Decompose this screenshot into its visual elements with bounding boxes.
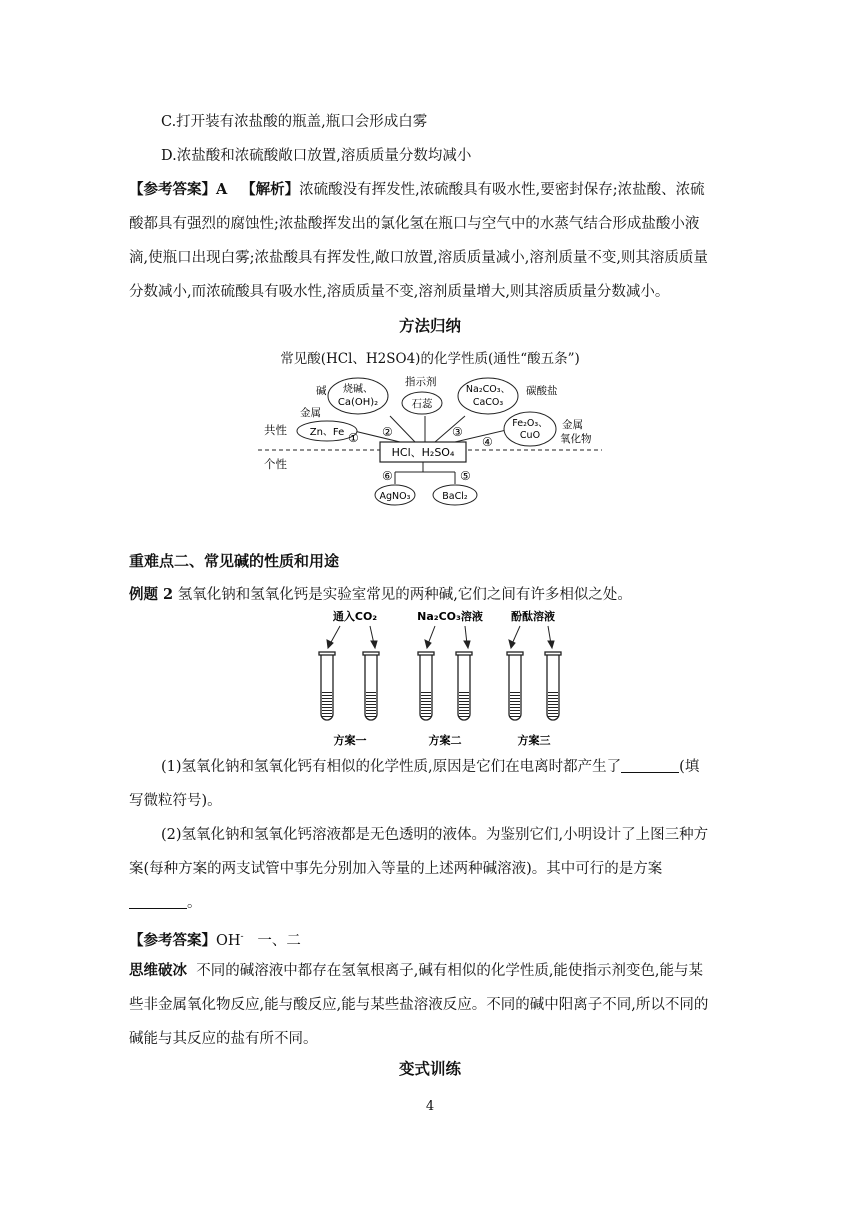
carbonate-label: 碳酸盐 <box>526 385 558 397</box>
question-1-line-1 <box>161 757 764 777</box>
base-text-2: Ca(OH)₂ <box>337 397 379 408</box>
question-2-end: 。 <box>187 895 202 911</box>
answer-line-1 <box>129 180 732 200</box>
indicator-label: 指示剂 <box>405 376 437 388</box>
metal-label: 金属 <box>300 407 321 419</box>
analysis-line: 分数减小,而浓硫酸具有吸水性,溶质质量不变,溶剂质量增大,则其溶质质量分数减小。 <box>129 284 670 300</box>
metal-text: Zn、Fe <box>309 427 345 438</box>
method-caption: 常见酸(HCl、H2SO4)的化学性质(通性“酸五条”) <box>280 351 580 367</box>
answer-ion-charge: - <box>240 932 244 942</box>
question-1-line-2: 写微粒符号)。 <box>129 793 222 809</box>
answer-blank-1[interactable] <box>621 758 679 773</box>
label-co2: 通入CO₂ <box>332 610 378 623</box>
question-2-line-3 <box>129 893 732 913</box>
answer-label: 【参考答案】A <box>129 181 228 198</box>
thinking-line-1 <box>129 961 732 981</box>
analysis-line: 滴,使瓶口出现白雾;浓盐酸具有挥发性,敞口放置,溶质质量减小,溶剂质量不变,则其溶质质量 <box>129 250 708 266</box>
scheme-3: 方案三 <box>517 734 551 747</box>
question-1-text: (1)氢氧化钠和氢氧化钙有相似的化学性质,原因是它们在电离时都产生了 <box>161 759 622 775</box>
analysis-text: 浓硫酸没有挥发性,浓硫酸具有吸水性,要密封保存;浓盐酸、浓硫 <box>299 182 705 198</box>
individual-label: 个性 <box>264 457 287 471</box>
number-3: ③ <box>452 425 463 439</box>
oxide-text-1: Fe₂O₃、 <box>512 418 548 429</box>
agno3-text: AgNO₃ <box>379 491 411 502</box>
oxide-label-2: 氧化物 <box>560 433 592 445</box>
number-2: ② <box>382 425 393 439</box>
example-label: 例题 2 <box>129 586 174 603</box>
thinking-line: 些非金属氧化物反应,能与酸反应,能与某些盐溶液反应。不同的碱中阳离子不同,所以不同的 <box>129 997 709 1013</box>
number-5: ⑤ <box>460 469 471 483</box>
option-d: D.浓盐酸和浓硫酸敞口放置,溶质质量分数均减小 <box>161 148 472 164</box>
analysis-line: 酸都具有强烈的腐蚀性;浓盐酸挥发出的氯化氢在瓶口与空气中的水蒸气结合形成盐酸小液 <box>129 216 700 232</box>
base-label: 碱 <box>316 385 327 397</box>
page-number: 4 <box>425 1099 435 1114</box>
label-phenolphthalein: 酚酞溶液 <box>511 610 555 623</box>
variant-heading: 变式训练 <box>398 1059 461 1078</box>
number-1: ① <box>348 431 359 445</box>
carbonate-text-2: CaCO₃ <box>472 397 504 408</box>
section-heading: 重难点二、常见碱的性质和用途 <box>129 552 340 570</box>
question-2-line-1: (2)氢氧化钠和氢氧化钙溶液都是无色透明的液体。为鉴别它们,小明设计了上图三种方 <box>161 827 709 843</box>
scheme-2: 方案二 <box>428 734 462 747</box>
base-text-1: 烧碱、 <box>343 384 373 395</box>
question-1-tail: (填 <box>679 759 700 775</box>
example-text: 氢氧化钠和氢氧化钙是实验室常见的两种碱,它们之间有许多相似之处。 <box>177 587 632 603</box>
answer-ion: OH <box>216 932 241 949</box>
answer-schemes: 一、二 <box>257 932 301 949</box>
acid-properties-diagram <box>250 372 610 512</box>
thinking-line: 碱能与其反应的盐有所不同。 <box>129 1031 318 1047</box>
oxide-text-2: CuO <box>519 430 541 441</box>
analysis-label: 【解析】 <box>241 181 300 198</box>
indicator-text: 石蕊 <box>411 398 433 410</box>
example-line <box>129 585 732 605</box>
option-c: C.打开装有浓盐酸的瓶盖,瓶口会形成白雾 <box>161 114 428 130</box>
oxide-label-1: 金属 <box>562 419 583 431</box>
answer-line-2 <box>129 927 732 951</box>
thinking-label: 思维破冰 <box>129 962 187 979</box>
answer-blank-2[interactable] <box>129 894 187 909</box>
number-6: ⑥ <box>382 469 393 483</box>
tube-group <box>319 652 561 720</box>
carbonate-text-1: Na₂CO₃、 <box>465 384 511 395</box>
bacl2-text: BaCl₂ <box>442 491 468 502</box>
question-2-line-2: 案(每种方案的两支试管中事先分别加入等量的上述两种碱溶液)。其中可行的是方案 <box>129 861 663 877</box>
thinking-text: 不同的碱溶液中都存在氢氧根离子,碱有相似的化学性质,能使指示剂变色,能与某 <box>196 963 704 979</box>
method-heading: 方法归纳 <box>398 316 461 335</box>
answer-label-2: 【参考答案】 <box>129 931 216 949</box>
acid-label: HCl、H₂SO₄ <box>391 446 455 459</box>
label-na2co3: Na₂CO₃溶液 <box>417 610 483 623</box>
test-tubes-figure <box>300 606 580 748</box>
number-4: ④ <box>482 435 493 449</box>
scheme-1: 方案一 <box>333 734 367 747</box>
common-label: 共性 <box>264 423 287 437</box>
